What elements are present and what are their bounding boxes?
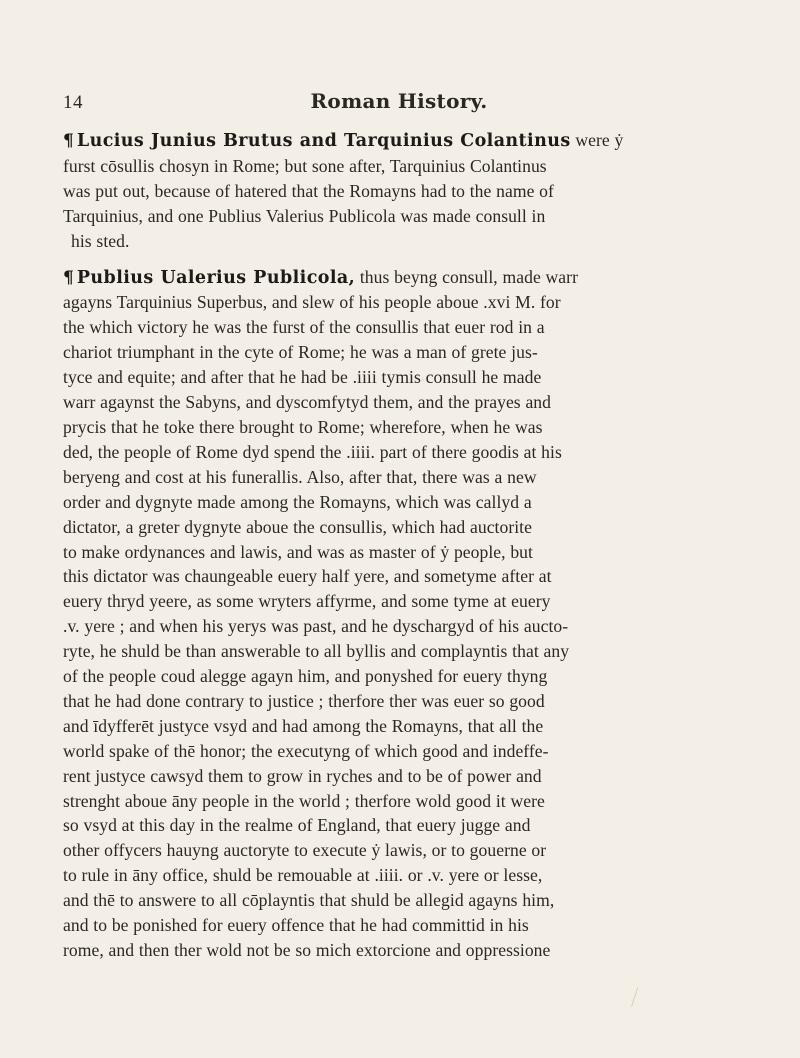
- text-segment: were ẏ: [570, 130, 624, 150]
- paragraph-brutus: [63, 128, 735, 254]
- text-line: and to be ponished for euery offence that he had committid in his: [63, 915, 529, 936]
- running-title: Roman History.: [310, 89, 488, 113]
- page-header: [63, 89, 735, 116]
- text-line: beryeng and cost at his funerallis. Also, after that, there was a new: [63, 466, 537, 487]
- text-line: so vsyd at this day in the realme of England, that euery jugge and: [63, 815, 531, 836]
- text-line: of the people coud alegge agayn him, and ponyshed for euery thyng: [63, 666, 548, 687]
- paper-blemish: [631, 987, 644, 1008]
- text-line: euery thryd yeere, as some wryters affyrme, and some tyme at euery: [63, 591, 551, 612]
- pilcrow-mark: ¶: [63, 267, 74, 288]
- text-line: Tarquinius, and one Publius Valerius Publicola was made consull in: [63, 205, 546, 226]
- text-line: chariot triumphant in the cyte of Rome; he was a man of grete jus-: [63, 342, 538, 363]
- paragraph-lead: Publius Ualerius Publicola,: [76, 267, 356, 288]
- text-line: agayns Tarquinius Superbus, and slew of his people aboue .xvi M. for: [63, 292, 561, 313]
- body-text: [63, 128, 735, 974]
- text-line: furst cōsullis chosyn in Rome; but sone after, Tarquinius Colantinus: [63, 155, 547, 176]
- text-line: the which victory he was the furst of the consullis that euer rod in a: [63, 317, 545, 338]
- text-line: and īdyfferēt justyce vsyd and had among the Romayns, that all the: [63, 715, 544, 736]
- text-line: his sted.: [71, 230, 130, 251]
- text-line: [63, 128, 735, 154]
- text-line: strenght aboue āny people in the world ; therfore wold good it were: [63, 790, 545, 811]
- text-line: world spake of thē honor; the executyng of which good and indeffe-: [63, 740, 549, 761]
- text-line: to rule in āny office, shuld be remouable at .iiii. or .v. yere or lesse,: [63, 865, 543, 886]
- text-line: to make ordynances and lawis, and was as master of ẏ people, but: [63, 541, 533, 562]
- text-line: prycis that he toke there brought to Rome; wherefore, when he was: [63, 416, 543, 437]
- text-line: this dictator was chaungeable euery half yere, and sometyme after at: [63, 566, 552, 587]
- text-line: .v. yere ; and when his yerys was past, and he dyschargyd of his aucto-: [63, 616, 569, 637]
- text-line: [63, 265, 735, 291]
- text-line: dictator, a greter dygnyte aboue the consullis, which had auctorite: [63, 516, 532, 537]
- text-line: that he had done contrary to justice ; therfore ther was euer so good: [63, 690, 545, 711]
- paragraph-publicola: [63, 265, 735, 963]
- text-line: was put out, because of hatered that the Romayns had to the name of: [63, 180, 554, 201]
- text-line: warr agaynst the Sabyns, and dyscomfytyd them, and the prayes and: [63, 392, 551, 413]
- text-line: other offycers hauyng auctoryte to execute ẏ lawis, or to gouerne or: [63, 840, 547, 861]
- text-line: rome, and then ther wold not be so mich extorcione and oppressione: [63, 940, 551, 960]
- text-line: ryte, he shuld be than answerable to all byllis and complayntis that any: [63, 641, 570, 662]
- text-line: order and dygnyte made among the Romayns, which was callyd a: [63, 491, 532, 512]
- pilcrow-mark: ¶: [63, 131, 74, 151]
- paragraph-lead: Lucius Junius Brutus and Tarquinius Colantinus: [76, 131, 571, 151]
- text-line: and thē to answere to all cōplayntis that shuld be allegid agayns him,: [63, 890, 555, 911]
- page-number: 14: [63, 92, 83, 113]
- text-line: ded, the people of Rome dyd spend the .iiii. part of there goodis at his: [63, 441, 562, 462]
- text-line: rent justyce cawsyd them to grow in ryches and to be of power and: [63, 765, 542, 786]
- text-segment: thus beyng consull, made warr: [355, 266, 578, 287]
- text-line: tyce and equite; and after that he had be .iiii tymis consull he made: [63, 367, 542, 388]
